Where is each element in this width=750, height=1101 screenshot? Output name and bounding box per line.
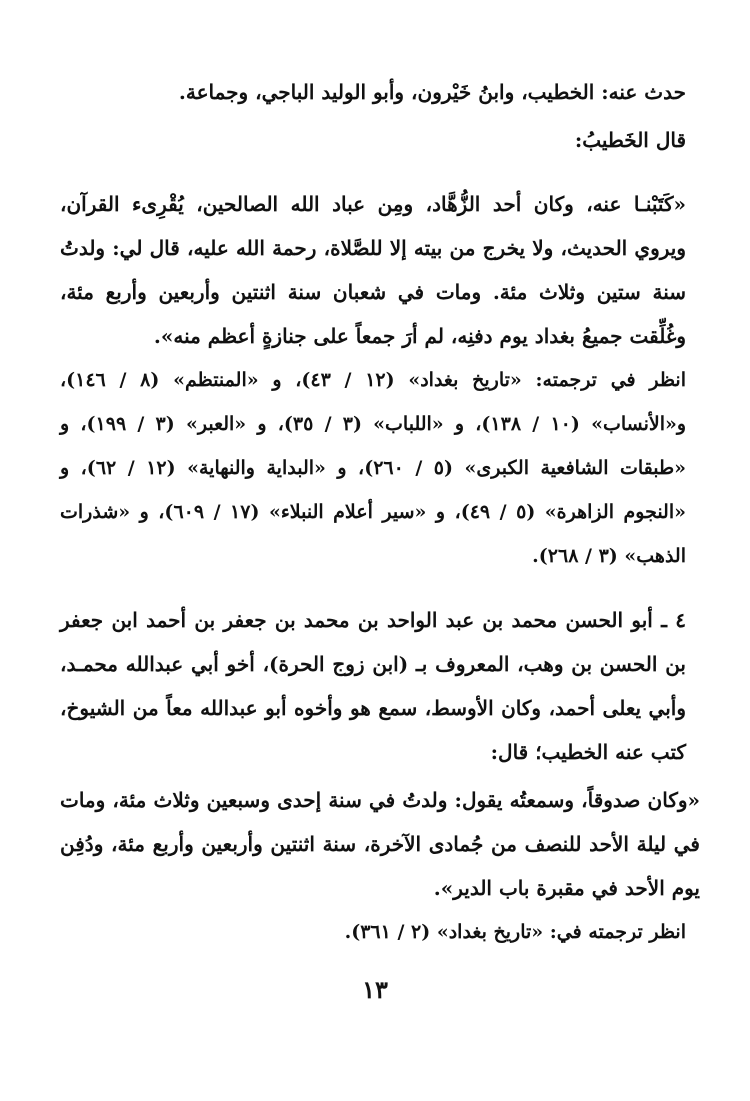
paragraph-entry-4: ٤ ـ أبو الحسن محمد بن عبد الواحد بن محمد بن جعفر بن أحمد ابن جعفر بن الحسن بن وهب، المعروف بـ (ابن زوج الحرة)، أخو أبي عبدالله محمـد، وأبي يعلى أحمد، وكان الأوسط، سمع هو وأخوه أبو عبدالله معاً من الشيوخ، كتب عنه الخطيب؛ قال: [60, 608, 686, 764]
page-body [60, 70, 700, 1070]
paragraph-quote-entry-4: «وكان صدوقاً، وسمعتُه يقول: ولدتُ في سنة إحدى وسبعين وثلاث مئة، ومات في ليلة الأحد للنصف من جُمادى الآخرة، سنة اثنتين وأربعين وأربع مئة، ودُفِن يوم الأحد في مقبرة باب الدير». [60, 788, 700, 900]
paragraph-khatib-said: قال الخَطيبُ: [574, 128, 686, 152]
page-number: ١٣ [362, 975, 388, 1004]
paragraph-references-1: انظر في ترجمته: «تاريخ بغداد» (١٢ / ٤٣)، و «المنتظم» (٨ / ١٤٦)، و«الأنساب» (١٠ / ١٣٨)، و «اللباب» (٣ / ٣٥)، و «العبر» (٣ / ١٩٩)، و «طبقات الشافعية الكبرى» (٥ / ٢٦٠)، و «البداية والنهاية» (١٢ / ٦٢)، و «النجوم الزاهرة» (٥ / ٤٩)، و «سير أعلام النبلاء» (١٧ / ٦٠٩)، و «شذرات الذهب» (٣ / ٢٦٨). [60, 369, 687, 567]
paragraph-narrators: حدث عنه: الخطيب، وابنُ خَيْرون، وأبو الوليد الباجي، وجماعة. [178, 80, 686, 104]
paragraph-quote-khatib: «كَتَبْنـا عنه، وكان أحد الزُّهَّاد، ومِن عباد الله الصالحين، يُقْرِىء القرآن، ويروي الحديث، ولا يخرج من بيته إلا للصَّلاة، رحمة الله عليه، قال لي: ولدتُ سنة ستين وثلاث مئة. ومات في شعبان سنة اثنتين وأربعين وأربع مئة، وغُلِّقت جميعُ بغداد يوم دفنِه، لم أرَ جمعاً على جنازةٍ أعظم منه». [60, 192, 686, 348]
paragraph-references-2: انظر ترجمته في: «تاريخ بغداد» (٢ / ٣٦١). [344, 921, 686, 943]
